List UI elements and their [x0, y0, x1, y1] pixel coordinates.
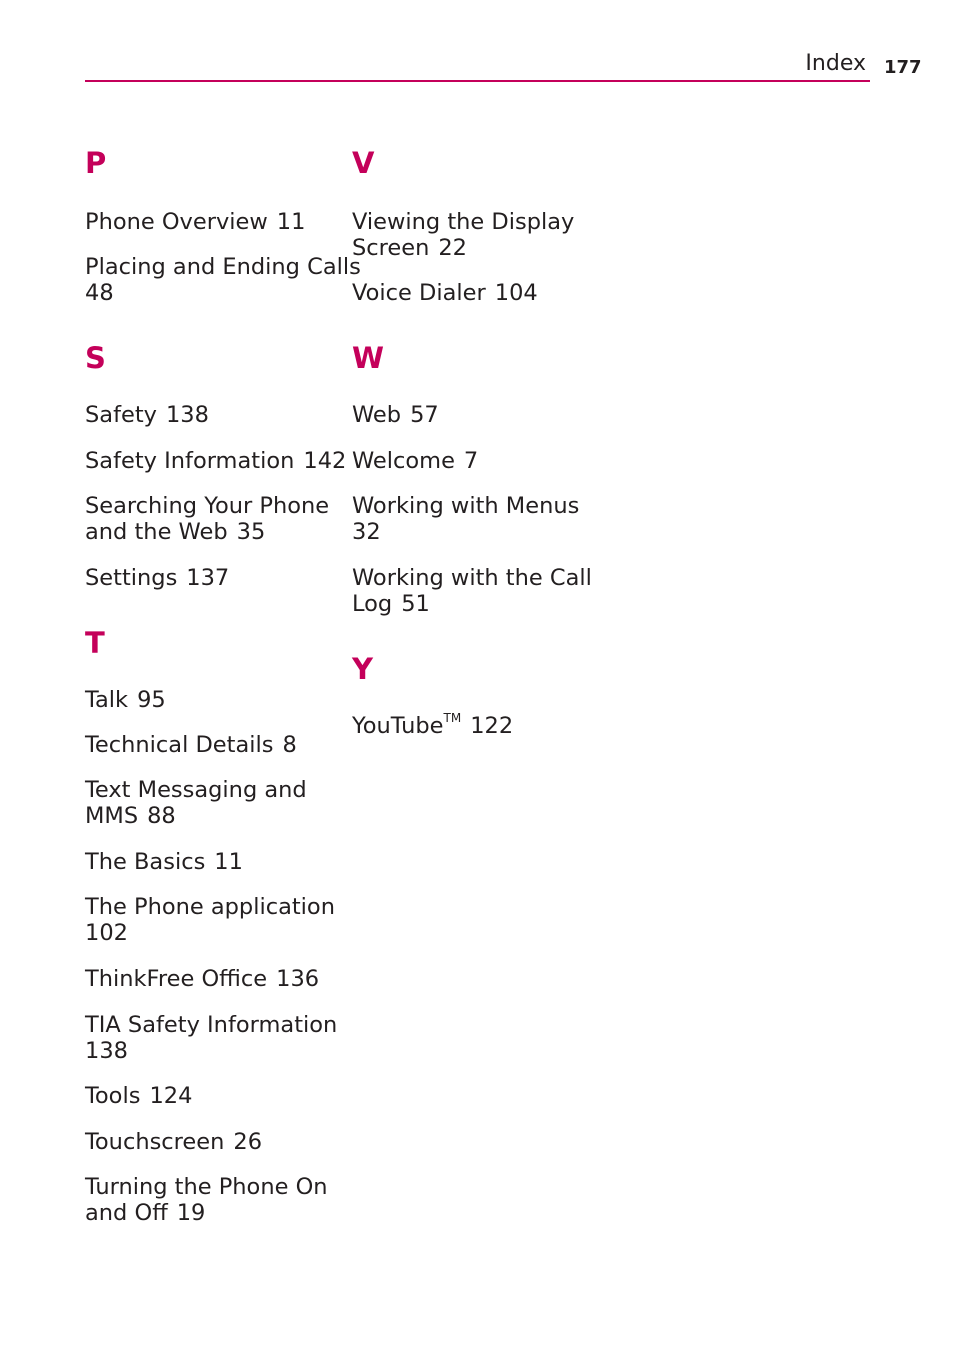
entry-text: MMS	[85, 803, 139, 829]
page-number: 177	[884, 57, 922, 78]
section-letter-p: P	[85, 146, 107, 180]
index-entry	[85, 1012, 347, 1064]
entry-page: 11	[214, 849, 243, 875]
entry-text: Settings	[85, 565, 178, 591]
section-letter-t: T	[85, 626, 105, 660]
entry-page: 57	[410, 402, 439, 428]
entry-text: Touchscreen	[85, 1129, 225, 1155]
index-entry	[85, 849, 347, 875]
index-entry	[85, 493, 347, 545]
section-letter-y: Y	[352, 652, 373, 686]
entry-text: The Phone application	[85, 894, 335, 920]
section-letter-w: W	[352, 341, 384, 375]
index-entry	[352, 280, 614, 306]
index-entry	[352, 402, 614, 428]
section-letter-s: S	[85, 341, 106, 375]
entry-text: Placing and Ending Calls	[85, 254, 361, 280]
entry-text: and Off	[85, 1200, 168, 1226]
entry-text: Text Messaging and	[85, 777, 307, 803]
entry-page: 22	[438, 235, 467, 261]
entry-text: Safety	[85, 402, 157, 428]
entry-text: Safety Information	[85, 448, 295, 474]
index-entry	[85, 209, 347, 235]
entry-page: 136	[276, 966, 320, 992]
entry-page: 138	[85, 1038, 128, 1064]
index-entry	[85, 894, 347, 946]
index-entry	[352, 209, 614, 261]
entry-text: YouTube	[352, 713, 444, 739]
entry-page: 51	[401, 591, 430, 617]
entry-page: 102	[85, 920, 128, 946]
entry-text: Log	[352, 591, 393, 617]
index-entry	[85, 1083, 347, 1109]
index-entry	[85, 687, 347, 713]
entry-text: Viewing the Display	[352, 209, 575, 235]
entry-text: Voice Dialer	[352, 280, 486, 306]
index-entry	[352, 565, 614, 617]
index-entry	[352, 713, 614, 739]
entry-text: Talk	[85, 687, 129, 713]
index-entry	[352, 448, 614, 474]
entry-text: Welcome	[352, 448, 455, 474]
entry-page: 124	[149, 1083, 193, 1109]
index-entry	[85, 448, 347, 474]
entry-page: 88	[147, 803, 176, 829]
header-rule	[85, 80, 870, 82]
index-entry	[352, 493, 614, 545]
entry-page: 48	[85, 280, 114, 306]
index-entry	[85, 732, 347, 758]
entry-text: Working with the Call	[352, 565, 592, 591]
entry-page: 19	[176, 1200, 206, 1226]
index-entry	[85, 565, 347, 591]
entry-page: 104	[494, 280, 538, 306]
entry-text: TIA Safety Information	[85, 1012, 338, 1038]
entry-text: ThinkFree Office	[85, 966, 268, 992]
entry-text: Phone Overview	[85, 209, 268, 235]
entry-text: The Basics	[85, 849, 206, 875]
index-entry	[85, 966, 347, 992]
entry-page: 26	[233, 1129, 263, 1155]
entry-text: Turning the Phone On	[85, 1174, 328, 1200]
index-entry	[85, 402, 347, 428]
entry-page: 32	[352, 519, 381, 545]
entry-text: Screen	[352, 235, 430, 261]
entry-page: 138	[165, 402, 209, 428]
entry-page: 7	[463, 448, 479, 474]
entry-text: Working with Menus	[352, 493, 580, 519]
entry-page: 95	[137, 687, 166, 713]
entry-page: 11	[276, 209, 306, 235]
entry-text: Searching Your Phone	[85, 493, 330, 519]
index-entry	[85, 1174, 347, 1226]
entry-text: Tools	[85, 1083, 141, 1109]
entry-page: 35	[236, 519, 266, 545]
entry-page: 8	[282, 732, 297, 758]
index-entry	[85, 254, 361, 306]
index-entry	[85, 777, 347, 829]
entry-page: 122	[470, 713, 514, 739]
entry-page: 142	[303, 448, 347, 474]
entry-text: Technical Details	[85, 732, 274, 758]
trademark-sup: TM	[443, 711, 462, 725]
entry-text: and the Web	[85, 519, 228, 545]
section-letter-v: V	[352, 146, 375, 180]
entry-text: Web	[352, 402, 402, 428]
index-entry	[85, 1129, 347, 1155]
entry-page: 137	[186, 565, 230, 591]
running-header-title: Index	[805, 51, 866, 76]
